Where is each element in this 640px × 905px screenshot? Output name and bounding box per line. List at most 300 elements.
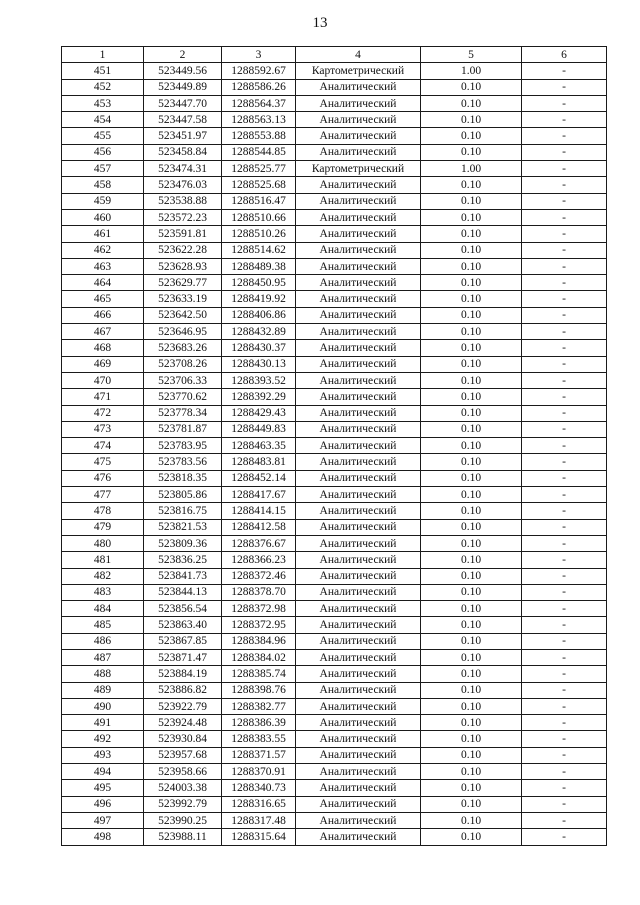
table-row [62, 177, 607, 193]
description-cell: - [522, 144, 607, 160]
table-row [62, 372, 607, 388]
coordinate-x-cell: 523572.23 [144, 209, 222, 225]
coordinate-x-cell: 523474.31 [144, 161, 222, 177]
point-number-cell: 475 [62, 454, 144, 470]
coordinate-y-cell: 1288372.46 [222, 568, 296, 584]
coordinate-y-cell: 1288429.43 [222, 405, 296, 421]
point-number-cell: 487 [62, 649, 144, 665]
point-number-cell: 484 [62, 601, 144, 617]
description-cell: - [522, 291, 607, 307]
accuracy-cell: 0.10 [421, 95, 522, 111]
coordinate-y-cell: 1288371.57 [222, 747, 296, 763]
point-number-cell: 467 [62, 324, 144, 340]
accuracy-cell: 0.10 [421, 715, 522, 731]
accuracy-cell: 0.10 [421, 226, 522, 242]
accuracy-cell: 0.10 [421, 177, 522, 193]
coordinate-y-cell: 1288586.26 [222, 79, 296, 95]
method-cell: Аналитический [296, 144, 421, 160]
coordinate-y-cell: 1288392.29 [222, 389, 296, 405]
coordinate-y-cell: 1288510.26 [222, 226, 296, 242]
table-row [62, 666, 607, 682]
accuracy-cell: 0.10 [421, 421, 522, 437]
coordinate-x-cell: 523642.50 [144, 307, 222, 323]
coordinate-y-cell: 1288483.81 [222, 454, 296, 470]
coordinate-x-cell: 523884.19 [144, 666, 222, 682]
method-cell: Аналитический [296, 242, 421, 258]
coordinate-y-cell: 1288384.96 [222, 633, 296, 649]
coordinate-y-cell: 1288372.95 [222, 617, 296, 633]
coordinate-y-cell: 1288525.68 [222, 177, 296, 193]
description-cell: - [522, 372, 607, 388]
coordinate-y-cell: 1288419.92 [222, 291, 296, 307]
description-cell: - [522, 421, 607, 437]
coordinate-y-cell: 1288393.52 [222, 372, 296, 388]
table-row [62, 112, 607, 128]
table-row [62, 764, 607, 780]
description-cell: - [522, 79, 607, 95]
column-header-2: 2 [144, 47, 222, 63]
description-cell: - [522, 487, 607, 503]
method-cell: Аналитический [296, 698, 421, 714]
point-number-cell: 453 [62, 95, 144, 111]
coordinate-x-cell: 523867.85 [144, 633, 222, 649]
table-row [62, 275, 607, 291]
coordinate-y-cell: 1288317.48 [222, 812, 296, 828]
description-cell: - [522, 698, 607, 714]
column-header-6: 6 [522, 47, 607, 63]
point-number-cell: 478 [62, 503, 144, 519]
description-cell: - [522, 226, 607, 242]
table-row [62, 438, 607, 454]
description-cell: - [522, 535, 607, 551]
description-cell: - [522, 503, 607, 519]
accuracy-cell: 0.10 [421, 112, 522, 128]
description-cell: - [522, 552, 607, 568]
coordinate-x-cell: 523844.13 [144, 584, 222, 600]
description-cell: - [522, 242, 607, 258]
table-row [62, 193, 607, 209]
description-cell: - [522, 95, 607, 111]
accuracy-cell: 0.10 [421, 128, 522, 144]
point-number-cell: 480 [62, 535, 144, 551]
accuracy-cell: 0.10 [421, 617, 522, 633]
point-number-cell: 471 [62, 389, 144, 405]
description-cell: - [522, 682, 607, 698]
coordinate-y-cell: 1288564.37 [222, 95, 296, 111]
method-cell: Аналитический [296, 112, 421, 128]
table-row [62, 291, 607, 307]
point-number-cell: 476 [62, 470, 144, 486]
table-row [62, 617, 607, 633]
table-row [62, 209, 607, 225]
point-number-cell: 463 [62, 258, 144, 274]
method-cell: Аналитический [296, 128, 421, 144]
table-row [62, 487, 607, 503]
description-cell: - [522, 764, 607, 780]
point-number-cell: 498 [62, 829, 144, 845]
coordinate-x-cell: 523957.68 [144, 747, 222, 763]
coordinate-y-cell: 1288450.95 [222, 275, 296, 291]
accuracy-cell: 0.10 [421, 796, 522, 812]
description-cell: - [522, 177, 607, 193]
accuracy-cell: 0.10 [421, 698, 522, 714]
method-cell: Аналитический [296, 584, 421, 600]
accuracy-cell: 0.10 [421, 764, 522, 780]
point-number-cell: 456 [62, 144, 144, 160]
table-row [62, 307, 607, 323]
coordinate-y-cell: 1288386.39 [222, 715, 296, 731]
description-cell: - [522, 258, 607, 274]
coordinate-y-cell: 1288417.67 [222, 487, 296, 503]
method-cell: Аналитический [296, 764, 421, 780]
description-cell: - [522, 812, 607, 828]
table-body [62, 63, 607, 845]
accuracy-cell: 0.10 [421, 438, 522, 454]
coordinate-y-cell: 1288489.38 [222, 258, 296, 274]
method-cell: Аналитический [296, 829, 421, 845]
method-cell: Аналитический [296, 356, 421, 372]
method-cell: Аналитический [296, 552, 421, 568]
table-row [62, 95, 607, 111]
coordinate-x-cell: 523809.36 [144, 535, 222, 551]
method-cell: Аналитический [296, 340, 421, 356]
table-row [62, 63, 607, 79]
coordinate-y-cell: 1288516.47 [222, 193, 296, 209]
description-cell: - [522, 584, 607, 600]
coordinate-x-cell: 523770.62 [144, 389, 222, 405]
method-cell: Аналитический [296, 209, 421, 225]
table-row [62, 128, 607, 144]
description-cell: - [522, 340, 607, 356]
method-cell: Аналитический [296, 470, 421, 486]
table-row [62, 340, 607, 356]
table-row [62, 144, 607, 160]
accuracy-cell: 0.10 [421, 144, 522, 160]
point-number-cell: 462 [62, 242, 144, 258]
table-row [62, 780, 607, 796]
point-number-cell: 469 [62, 356, 144, 372]
accuracy-cell: 0.10 [421, 193, 522, 209]
coordinate-x-cell: 523863.40 [144, 617, 222, 633]
table-row [62, 421, 607, 437]
method-cell: Аналитический [296, 812, 421, 828]
coordinate-x-cell: 523683.26 [144, 340, 222, 356]
method-cell: Аналитический [296, 633, 421, 649]
table-row [62, 161, 607, 177]
coordinate-x-cell: 523633.19 [144, 291, 222, 307]
table-row [62, 633, 607, 649]
table-row [62, 829, 607, 845]
coordinate-y-cell: 1288316.65 [222, 796, 296, 812]
method-cell: Аналитический [296, 617, 421, 633]
coordinate-x-cell: 523821.53 [144, 519, 222, 535]
accuracy-cell: 0.10 [421, 633, 522, 649]
coordinate-x-cell: 523449.56 [144, 63, 222, 79]
coordinate-x-cell: 523841.73 [144, 568, 222, 584]
method-cell: Аналитический [296, 780, 421, 796]
coordinate-x-cell: 523629.77 [144, 275, 222, 291]
point-number-cell: 464 [62, 275, 144, 291]
description-cell: - [522, 747, 607, 763]
coordinate-x-cell: 523447.70 [144, 95, 222, 111]
table-row [62, 796, 607, 812]
method-cell: Аналитический [296, 796, 421, 812]
description-cell: - [522, 161, 607, 177]
point-number-cell: 455 [62, 128, 144, 144]
point-number-cell: 459 [62, 193, 144, 209]
point-number-cell: 468 [62, 340, 144, 356]
coordinate-y-cell: 1288382.77 [222, 698, 296, 714]
method-cell: Аналитический [296, 731, 421, 747]
method-cell: Аналитический [296, 666, 421, 682]
table-row [62, 535, 607, 551]
method-cell: Аналитический [296, 535, 421, 551]
description-cell: - [522, 568, 607, 584]
coordinate-x-cell: 523783.95 [144, 438, 222, 454]
coordinate-x-cell: 523622.28 [144, 242, 222, 258]
description-cell: - [522, 470, 607, 486]
accuracy-cell: 0.10 [421, 812, 522, 828]
column-header-1: 1 [62, 47, 144, 63]
table-row [62, 226, 607, 242]
point-number-cell: 490 [62, 698, 144, 714]
description-cell: - [522, 796, 607, 812]
accuracy-cell: 0.10 [421, 209, 522, 225]
accuracy-cell: 0.10 [421, 829, 522, 845]
point-number-cell: 451 [62, 63, 144, 79]
description-cell: - [522, 780, 607, 796]
coordinate-x-cell: 523447.58 [144, 112, 222, 128]
accuracy-cell: 0.10 [421, 258, 522, 274]
method-cell: Аналитический [296, 568, 421, 584]
accuracy-cell: 0.10 [421, 666, 522, 682]
table-row [62, 552, 607, 568]
coordinate-y-cell: 1288406.86 [222, 307, 296, 323]
point-number-cell: 495 [62, 780, 144, 796]
method-cell: Аналитический [296, 421, 421, 437]
coordinate-y-cell: 1288525.77 [222, 161, 296, 177]
point-number-cell: 452 [62, 79, 144, 95]
point-number-cell: 483 [62, 584, 144, 600]
accuracy-cell: 0.10 [421, 291, 522, 307]
coordinate-x-cell: 523538.88 [144, 193, 222, 209]
coordinate-y-cell: 1288376.67 [222, 535, 296, 551]
table-row [62, 405, 607, 421]
column-header-5: 5 [421, 47, 522, 63]
coordinate-x-cell: 523871.47 [144, 649, 222, 665]
description-cell: - [522, 128, 607, 144]
coordinate-y-cell: 1288414.15 [222, 503, 296, 519]
table-row [62, 242, 607, 258]
point-number-cell: 461 [62, 226, 144, 242]
table-row [62, 519, 607, 535]
coordinate-x-cell: 524003.38 [144, 780, 222, 796]
point-number-cell: 473 [62, 421, 144, 437]
coordinate-y-cell: 1288449.83 [222, 421, 296, 437]
point-number-cell: 470 [62, 372, 144, 388]
table-row [62, 649, 607, 665]
coordinate-y-cell: 1288430.13 [222, 356, 296, 372]
method-cell: Аналитический [296, 503, 421, 519]
description-cell: - [522, 666, 607, 682]
table-row [62, 747, 607, 763]
point-number-cell: 489 [62, 682, 144, 698]
coordinate-x-cell: 523836.25 [144, 552, 222, 568]
point-number-cell: 485 [62, 617, 144, 633]
coordinate-x-cell: 523886.82 [144, 682, 222, 698]
method-cell: Аналитический [296, 193, 421, 209]
description-cell: - [522, 405, 607, 421]
accuracy-cell: 0.10 [421, 519, 522, 535]
point-number-cell: 492 [62, 731, 144, 747]
method-cell: Аналитический [296, 438, 421, 454]
accuracy-cell: 0.10 [421, 324, 522, 340]
coordinate-y-cell: 1288430.37 [222, 340, 296, 356]
accuracy-cell: 0.10 [421, 552, 522, 568]
coordinate-y-cell: 1288372.98 [222, 601, 296, 617]
coordinate-x-cell: 523922.79 [144, 698, 222, 714]
coordinate-y-cell: 1288514.62 [222, 242, 296, 258]
table-row [62, 258, 607, 274]
accuracy-cell: 1.00 [421, 63, 522, 79]
coordinate-x-cell: 523591.81 [144, 226, 222, 242]
accuracy-cell: 0.10 [421, 340, 522, 356]
coordinate-x-cell: 523778.34 [144, 405, 222, 421]
table-row [62, 79, 607, 95]
accuracy-cell: 0.10 [421, 682, 522, 698]
description-cell: - [522, 715, 607, 731]
coordinate-y-cell: 1288315.64 [222, 829, 296, 845]
accuracy-cell: 0.10 [421, 79, 522, 95]
point-number-cell: 454 [62, 112, 144, 128]
coordinate-x-cell: 523856.54 [144, 601, 222, 617]
accuracy-cell: 0.10 [421, 487, 522, 503]
coordinate-y-cell: 1288384.02 [222, 649, 296, 665]
method-cell: Аналитический [296, 715, 421, 731]
coordinate-y-cell: 1288370.91 [222, 764, 296, 780]
accuracy-cell: 1.00 [421, 161, 522, 177]
table-row [62, 584, 607, 600]
description-cell: - [522, 209, 607, 225]
method-cell: Аналитический [296, 307, 421, 323]
table-row [62, 715, 607, 731]
coordinate-x-cell: 523958.66 [144, 764, 222, 780]
method-cell: Аналитический [296, 487, 421, 503]
method-cell: Аналитический [296, 79, 421, 95]
coordinate-y-cell: 1288544.85 [222, 144, 296, 160]
table-row [62, 698, 607, 714]
coordinate-x-cell: 523990.25 [144, 812, 222, 828]
point-number-cell: 486 [62, 633, 144, 649]
accuracy-cell: 0.10 [421, 731, 522, 747]
method-cell: Аналитический [296, 275, 421, 291]
coordinate-x-cell: 523992.79 [144, 796, 222, 812]
description-cell: - [522, 389, 607, 405]
method-cell: Аналитический [296, 601, 421, 617]
coordinate-y-cell: 1288432.89 [222, 324, 296, 340]
accuracy-cell: 0.10 [421, 307, 522, 323]
table-row [62, 454, 607, 470]
description-cell: - [522, 193, 607, 209]
column-header-4: 4 [296, 47, 421, 63]
coordinate-x-cell: 523930.84 [144, 731, 222, 747]
accuracy-cell: 0.10 [421, 242, 522, 258]
accuracy-cell: 0.10 [421, 535, 522, 551]
point-number-cell: 491 [62, 715, 144, 731]
point-number-cell: 465 [62, 291, 144, 307]
point-number-cell: 481 [62, 552, 144, 568]
method-cell: Аналитический [296, 226, 421, 242]
coordinate-x-cell: 523805.86 [144, 487, 222, 503]
description-cell: - [522, 112, 607, 128]
table-row [62, 389, 607, 405]
coordinate-y-cell: 1288398.76 [222, 682, 296, 698]
coordinate-y-cell: 1288463.35 [222, 438, 296, 454]
accuracy-cell: 0.10 [421, 372, 522, 388]
table-row [62, 601, 607, 617]
table-row [62, 568, 607, 584]
coordinate-x-cell: 523458.84 [144, 144, 222, 160]
column-header-3: 3 [222, 47, 296, 63]
method-cell: Аналитический [296, 291, 421, 307]
method-cell: Аналитический [296, 258, 421, 274]
description-cell: - [522, 519, 607, 535]
description-cell: - [522, 649, 607, 665]
table-header [62, 47, 607, 63]
method-cell: Аналитический [296, 389, 421, 405]
coordinates-table [61, 46, 607, 846]
coordinate-x-cell: 523449.89 [144, 79, 222, 95]
accuracy-cell: 0.10 [421, 601, 522, 617]
table-row [62, 356, 607, 372]
coordinate-x-cell: 523818.35 [144, 470, 222, 486]
accuracy-cell: 0.10 [421, 780, 522, 796]
description-cell: - [522, 454, 607, 470]
coordinate-x-cell: 523476.03 [144, 177, 222, 193]
description-cell: - [522, 356, 607, 372]
description-cell: - [522, 438, 607, 454]
coordinate-y-cell: 1288385.74 [222, 666, 296, 682]
method-cell: Аналитический [296, 649, 421, 665]
accuracy-cell: 0.10 [421, 454, 522, 470]
accuracy-cell: 0.10 [421, 470, 522, 486]
table-row [62, 812, 607, 828]
accuracy-cell: 0.10 [421, 389, 522, 405]
description-cell: - [522, 601, 607, 617]
coordinate-x-cell: 523706.33 [144, 372, 222, 388]
coordinate-x-cell: 523988.11 [144, 829, 222, 845]
description-cell: - [522, 731, 607, 747]
coordinate-y-cell: 1288592.67 [222, 63, 296, 79]
coordinate-x-cell: 523646.95 [144, 324, 222, 340]
point-number-cell: 488 [62, 666, 144, 682]
coordinate-y-cell: 1288366.23 [222, 552, 296, 568]
point-number-cell: 457 [62, 161, 144, 177]
point-number-cell: 472 [62, 405, 144, 421]
point-number-cell: 496 [62, 796, 144, 812]
coordinate-x-cell: 523628.93 [144, 258, 222, 274]
accuracy-cell: 0.10 [421, 275, 522, 291]
point-number-cell: 494 [62, 764, 144, 780]
method-cell: Аналитический [296, 405, 421, 421]
method-cell: Аналитический [296, 519, 421, 535]
accuracy-cell: 0.10 [421, 568, 522, 584]
description-cell: - [522, 829, 607, 845]
table-row [62, 731, 607, 747]
coordinate-x-cell: 523924.48 [144, 715, 222, 731]
description-cell: - [522, 633, 607, 649]
point-number-cell: 493 [62, 747, 144, 763]
